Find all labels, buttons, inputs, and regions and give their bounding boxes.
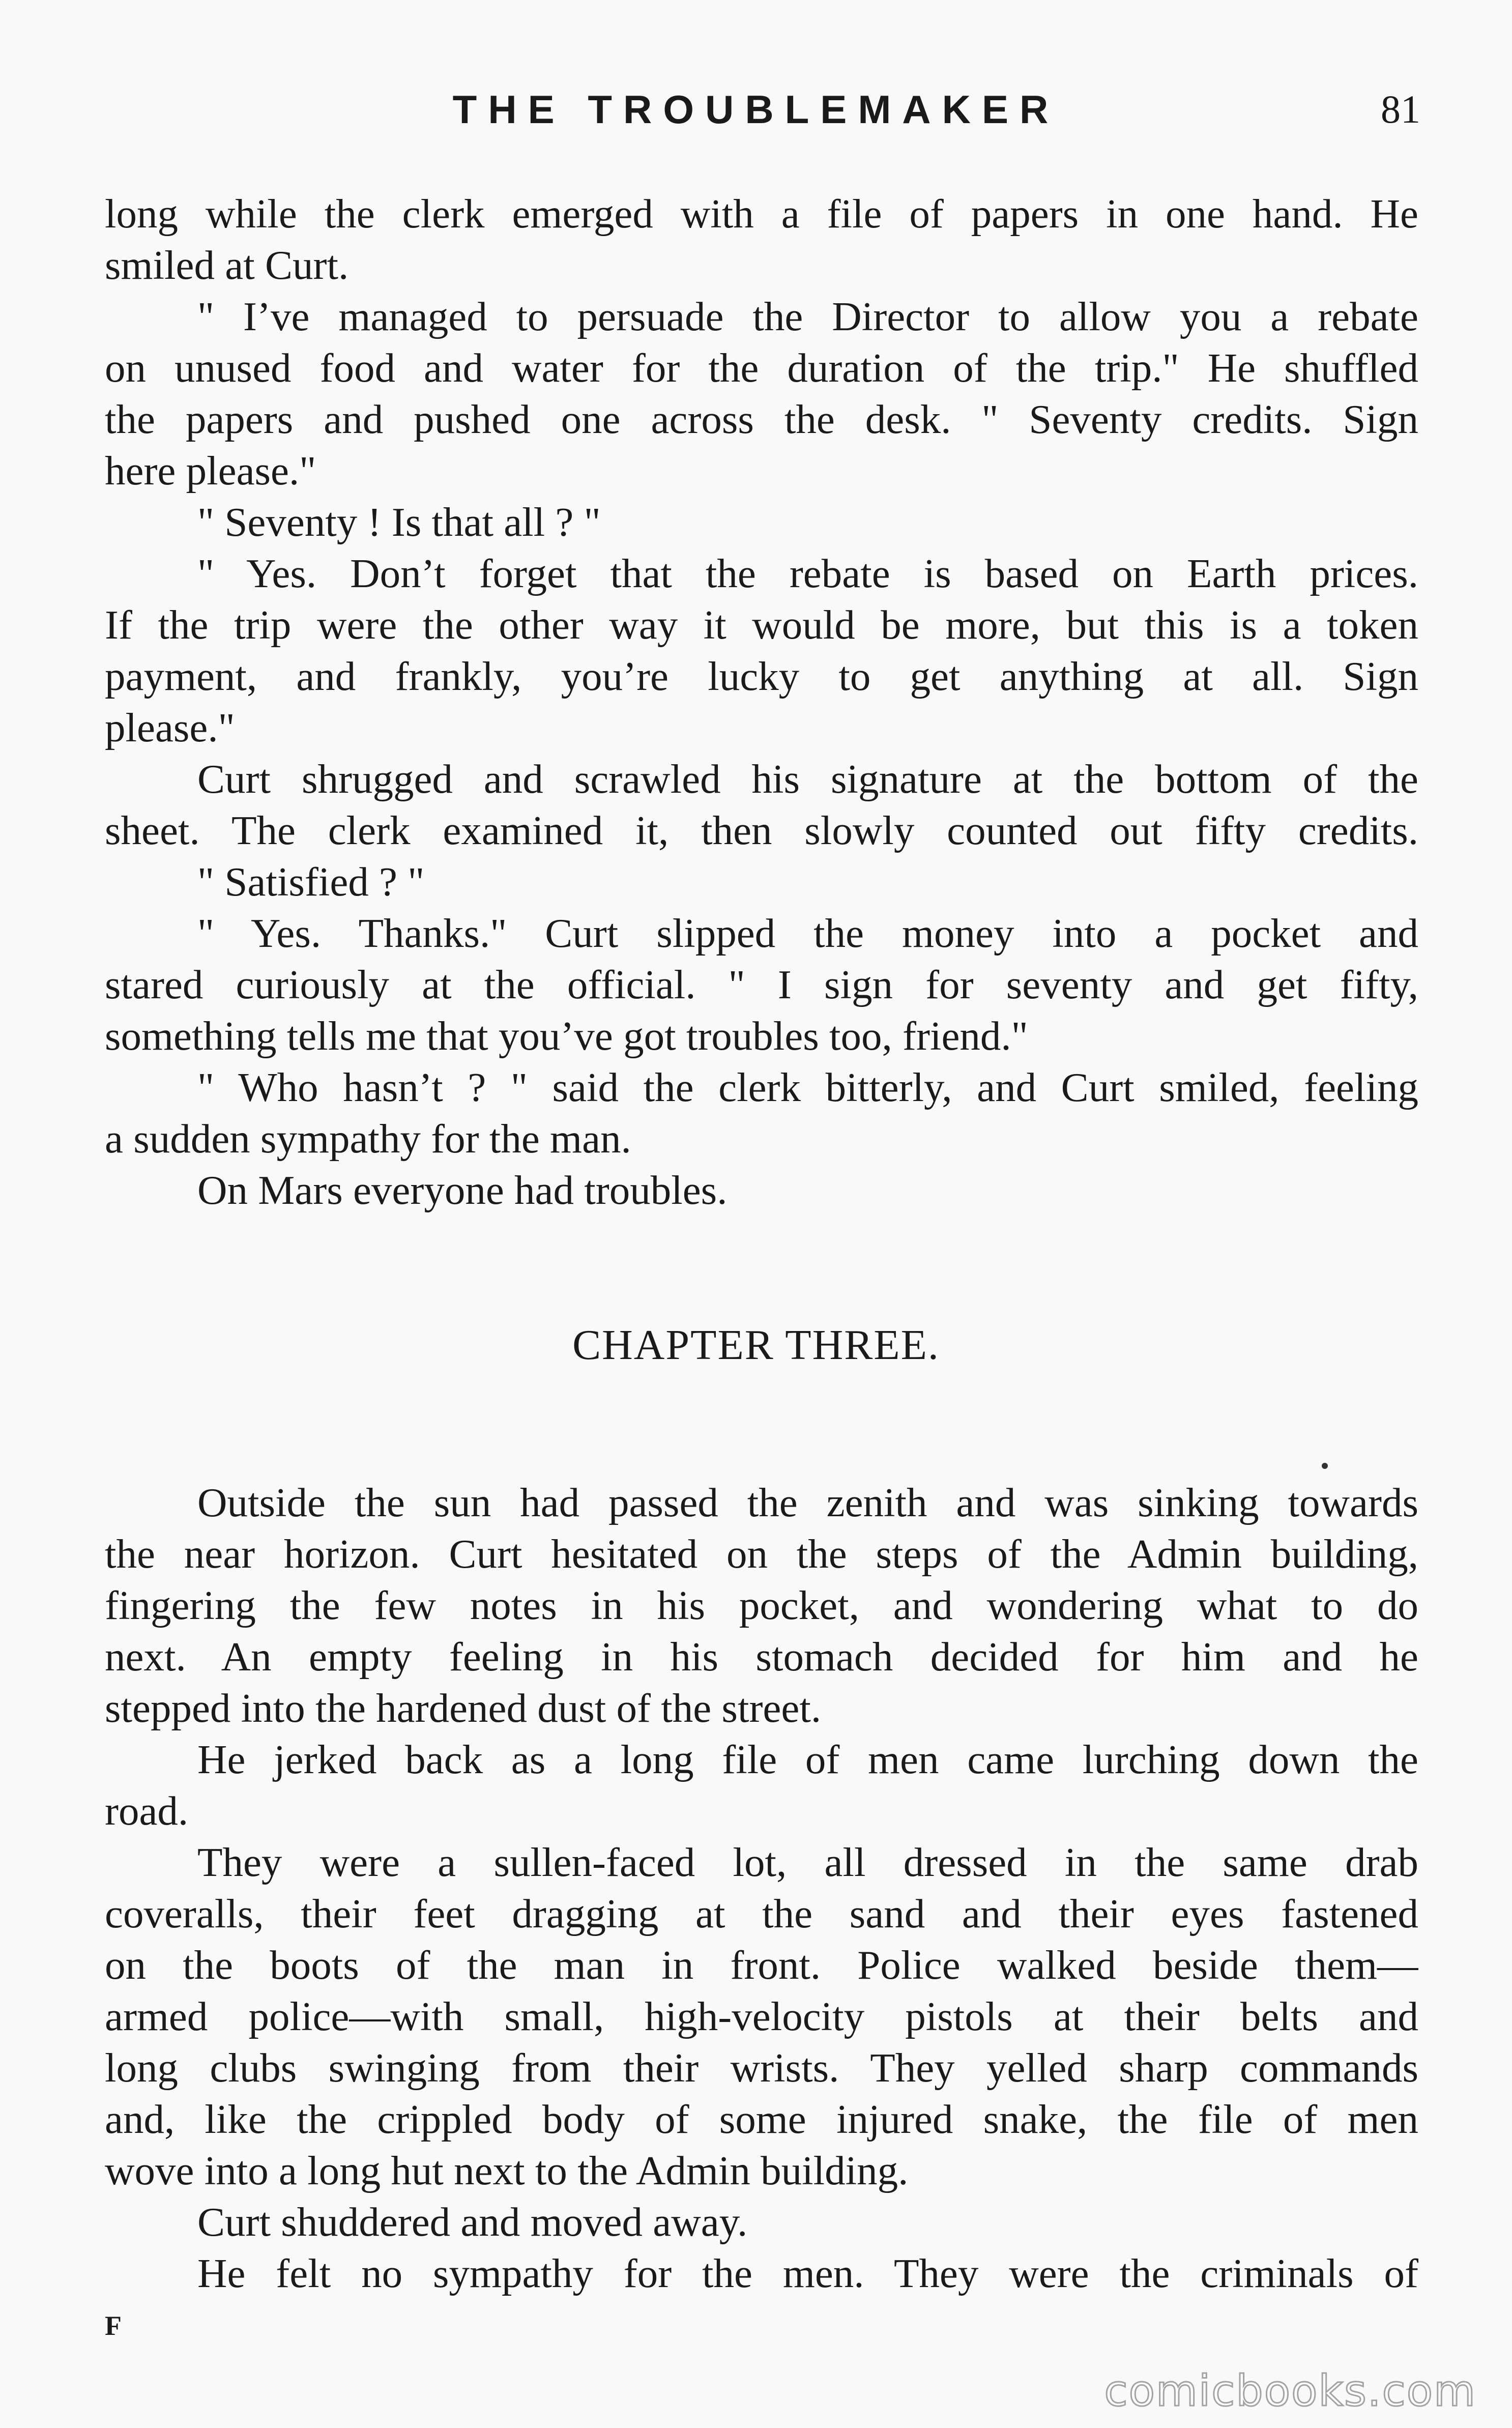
body-text-before-chapter xyxy=(105,188,1418,1216)
text-line: Outside the sun had passed the zenith and was sinking towards xyxy=(197,1480,1418,1525)
text-line: on the boots of the man in front. Police walked beside them— xyxy=(105,1942,1418,1988)
text-line: wove into a long hut next to the Admin building. xyxy=(105,2148,909,2193)
text-line: smiled at Curt. xyxy=(105,242,349,288)
running-title: THE TROUBLEMAKER xyxy=(452,87,1060,132)
text-line: a sudden sympathy for the man. xyxy=(105,1116,631,1162)
text-line: long clubs swinging from their wrists. They yelled sharp commands xyxy=(105,2045,1418,2091)
text-line: here please." xyxy=(105,448,316,494)
text-line: Curt shuddered and moved away. xyxy=(197,2199,748,2245)
text-line: something tells me that you’ve got troubles too, friend." xyxy=(105,1013,1028,1059)
text-line: road. xyxy=(105,1788,189,1834)
signature-mark: F xyxy=(105,2310,122,2341)
text-line: He jerked back as a long file of men came lurching down the xyxy=(197,1737,1418,1782)
text-line: Curt shrugged and scrawled his signature at the bottom of the xyxy=(197,756,1418,802)
text-line: armed police—with small, high-velocity pistols at their belts and xyxy=(105,1993,1418,2039)
page-number: 81 xyxy=(1381,87,1420,131)
text-line: on unused food and water for the duration of the trip." He shuffled xyxy=(105,345,1418,391)
text-line: sheet. The clerk examined it, then slowly counted out fifty credits. xyxy=(105,807,1418,853)
chapter-heading: CHAPTER THREE. xyxy=(572,1321,940,1369)
text-line: stepped into the hardened dust of the street. xyxy=(105,1685,822,1731)
text-line: " Yes. Thanks." Curt slipped the money into a pocket and xyxy=(197,910,1418,956)
text-line: next. An empty feeling in his stomach decided for him and he xyxy=(105,1634,1418,1680)
text-line: If the trip were the other way it would be more, but this is a token xyxy=(105,602,1418,648)
text-line: stared curiously at the official. " I sign for seventy and get fifty, xyxy=(105,962,1418,1007)
text-line: " Seventy ! Is that all ? " xyxy=(197,499,601,545)
text-line: On Mars everyone had troubles. xyxy=(197,1167,728,1213)
text-line: " Yes. Don’t forget that the rebate is based on Earth prices. xyxy=(197,551,1418,596)
text-line: They were a sullen-faced lot, all dressed in the same drab xyxy=(197,1839,1418,1885)
text-line: " Satisfied ? " xyxy=(197,859,425,905)
watermark: comicbooks.com xyxy=(1104,2366,1476,2416)
text-line: He felt no sympathy for the men. They were the criminals of xyxy=(197,2250,1418,2296)
text-line: the papers and pushed one across the desk. " Seventy credits. Sign xyxy=(105,396,1418,442)
running-head xyxy=(0,81,1512,137)
ornament-dot xyxy=(1322,1463,1328,1469)
text-line: " I’ve managed to persuade the Director to allow you a rebate xyxy=(197,294,1418,339)
text-line: payment, and frankly, you’re lucky to get anything at all. Sign xyxy=(105,653,1418,699)
text-line: please." xyxy=(105,705,235,750)
text-line: " Who hasn’t ? " said the clerk bitterly, and Curt smiled, feeling xyxy=(197,1064,1418,1110)
text-line: coveralls, their feet dragging at the sand and their eyes fastened xyxy=(105,1891,1418,1936)
text-line: the near horizon. Curt hesitated on the steps of the Admin building, xyxy=(105,1531,1418,1577)
text-line: and, like the crippled body of some injured snake, the file of men xyxy=(105,2096,1418,2142)
text-line: long while the clerk emerged with a file of papers in one hand. He xyxy=(105,191,1418,237)
body-text-after-chapter xyxy=(105,1477,1418,2299)
text-line: fingering the few notes in his pocket, and wondering what to do xyxy=(105,1582,1418,1628)
